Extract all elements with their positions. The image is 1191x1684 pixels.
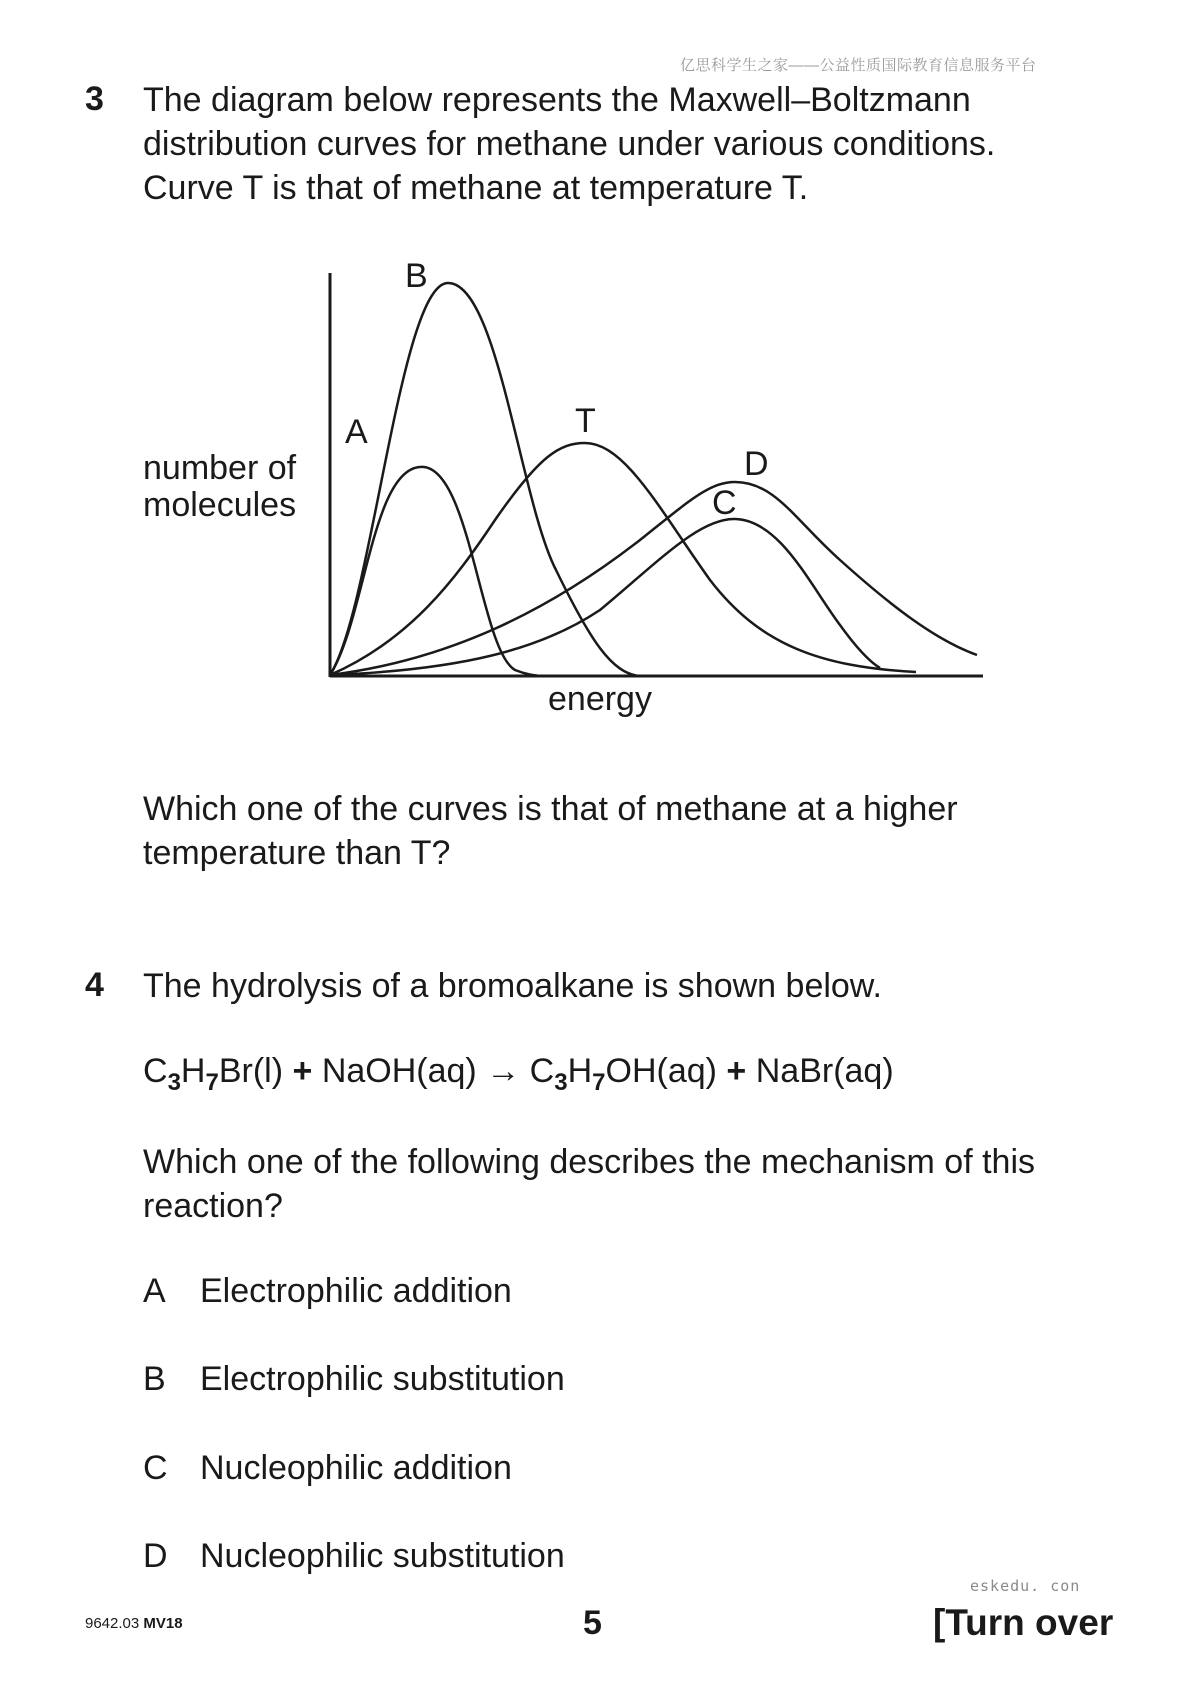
eq-arrow: → [486,1052,521,1090]
option-b-text[interactable]: Electrophilic substitution [200,1360,565,1398]
option-c-text[interactable]: Nucleophilic addition [200,1449,512,1487]
question-3-prompt-line-1: Which one of the curves is that of methane at a higher [143,790,958,828]
question-3-stem-line-3: Curve T is that of methane at temperature T. [143,169,809,207]
hydrolysis-equation [143,1052,894,1096]
footer-paper-code [85,1615,183,1632]
curve-label-b: B [405,257,428,295]
curve-c [330,519,880,675]
maxwell-boltzmann-diagram [0,0,1191,760]
eq-reactant2: NaOH(aq) [321,1052,477,1090]
question-3-prompt-line-2: temperature than T? [143,834,451,872]
eq-plus-1: + [292,1052,313,1090]
curve-label-d: D [744,445,769,483]
question-3-stem-line-1: The diagram below represents the Maxwell–Boltzmann [143,81,971,119]
page-number: 5 [583,1604,602,1642]
eq-reactant1-h-sub: 7 [205,1069,219,1096]
curve-t [330,443,916,675]
question-3-prompt [143,787,958,875]
question-4-prompt-line-1: Which one of the following describes the mechanism of this [143,1143,1036,1181]
question-4-prompt [143,1140,1035,1228]
curve-label-c: C [712,484,737,522]
option-c-letter: C [143,1449,168,1487]
eq-reactant1-c-sub: 3 [167,1069,181,1096]
question-4-stem: The hydrolysis of a bromoalkane is shown below. [143,967,882,1005]
question-3-number: 3 [85,80,104,118]
option-d-text[interactable]: Nucleophilic substitution [200,1537,565,1575]
eq-plus-2: + [726,1052,747,1090]
footer-code: 9642.03 [85,1615,140,1632]
option-b[interactable] [143,1360,166,1399]
question-3-stem-line-2: distribution curves for methane under various conditions. [143,125,996,163]
diagram-ylabel-line-2: molecules [143,486,297,524]
eq-reactant1-h: H [180,1052,206,1090]
eq-product1-h-sub: 7 [592,1069,606,1096]
curve-b [330,283,640,676]
question-4-prompt-line-2: reaction? [143,1187,283,1225]
option-b-letter: B [143,1360,166,1398]
curve-label-t: T [575,402,596,440]
option-d[interactable] [143,1537,168,1576]
eq-reactant1-rest: Br(l) [218,1052,284,1090]
eq-product1-h: H [567,1052,593,1090]
option-d-letter: D [143,1537,168,1575]
watermark-top: 亿思科学生之家——公益性质国际教育信息服务平台 [680,57,1037,74]
eq-product1-rest: OH(aq) [605,1052,717,1090]
eq-product1-c: C [529,1052,555,1090]
watermark-bottom: eskedu. con [970,1577,1081,1595]
footer-code-bold: MV18 [143,1615,183,1632]
eq-reactant1-c: C [143,1052,168,1090]
option-a-text[interactable]: Electrophilic addition [200,1272,512,1310]
option-a-letter: A [143,1272,166,1310]
diagram-xlabel: energy [548,680,652,718]
question-4-number: 4 [85,966,104,1004]
eq-product2: NaBr(aq) [755,1052,894,1090]
curve-label-a: A [345,413,368,451]
option-a[interactable] [143,1272,166,1311]
eq-product1-c-sub: 3 [554,1069,568,1096]
curve-d [330,482,977,675]
turn-over-label: [Turn over [933,1602,1114,1643]
diagram-ylabel-line-1: number of [143,449,297,487]
option-c[interactable] [143,1449,168,1488]
